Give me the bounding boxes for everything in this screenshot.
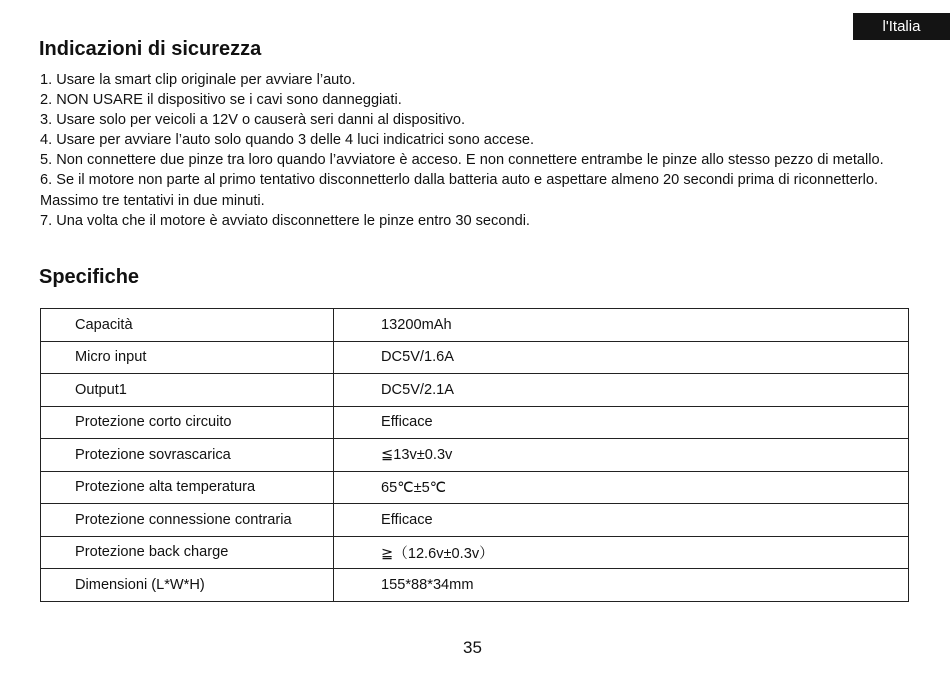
spec-value: 155*88*34mm	[334, 569, 909, 602]
spec-value: ≦13v±0.3v	[334, 439, 909, 472]
spec-label: Protezione connessione contraria	[41, 504, 334, 537]
spec-label: Protezione corto circuito	[41, 406, 334, 439]
spec-value: DC5V/1.6A	[334, 341, 909, 374]
spec-label: Protezione alta temperatura	[41, 471, 334, 504]
language-tab: l'Italia	[853, 13, 950, 40]
specs-heading: Specifiche	[39, 266, 140, 288]
table-row	[41, 471, 909, 504]
spec-label: Protezione back charge	[41, 536, 334, 569]
spec-value: Efficace	[334, 504, 909, 537]
page-number: 35	[463, 638, 482, 657]
safety-instruction: 7. Una volta che il motore è avviato disconnettere le pinze entro 30 secondi.	[40, 212, 530, 229]
safety-instruction: 2. NON USARE il dispositivo se i cavi sono danneggiati.	[40, 92, 402, 109]
spec-value: 65℃±5℃	[334, 471, 909, 504]
table-row	[41, 536, 909, 569]
spec-label: Output1	[41, 374, 334, 407]
spec-label: Micro input	[41, 341, 334, 374]
spec-label: Capacità	[41, 309, 334, 342]
safety-instruction: 1. Usare la smart clip originale per avviare l’auto.	[40, 72, 356, 88]
spec-value: ≧（12.6v±0.3v）	[334, 536, 909, 569]
spec-label: Dimensioni (L*W*H)	[41, 569, 334, 602]
table-row	[41, 374, 909, 407]
table-row	[41, 504, 909, 537]
safety-instructions-list	[40, 70, 920, 231]
table-row	[41, 309, 909, 342]
spec-value: DC5V/2.1A	[334, 374, 909, 407]
table-row	[41, 569, 909, 602]
spec-value: 13200mAh	[334, 309, 909, 342]
safety-instruction: 6. Se il motore non parte al primo tentativo disconnetterlo dalla batteria auto e aspettare almeno 20 secondi prima di riconnetterlo. Massimo tre tentativi in due minuti.	[40, 172, 879, 209]
spec-label: Protezione sovrascarica	[41, 439, 334, 472]
table-row	[41, 341, 909, 374]
table-row	[41, 406, 909, 439]
safety-instruction: 5. Non connettere due pinze tra loro quando l’avviatore è acceso. E non connettere entrambe le pinze allo stesso pezzo di metallo.	[40, 152, 884, 169]
safety-heading: Indicazioni di sicurezza	[39, 38, 262, 60]
safety-instruction: 3. Usare solo per veicoli a 12V o causerà seri danni al dispositivo.	[40, 112, 466, 129]
table-row	[41, 439, 909, 472]
spec-value: Efficace	[334, 406, 909, 439]
specs-table	[40, 308, 909, 602]
safety-instruction: 4. Usare per avviare l’auto solo quando 3 delle 4 luci indicatrici sono accese.	[40, 132, 535, 149]
